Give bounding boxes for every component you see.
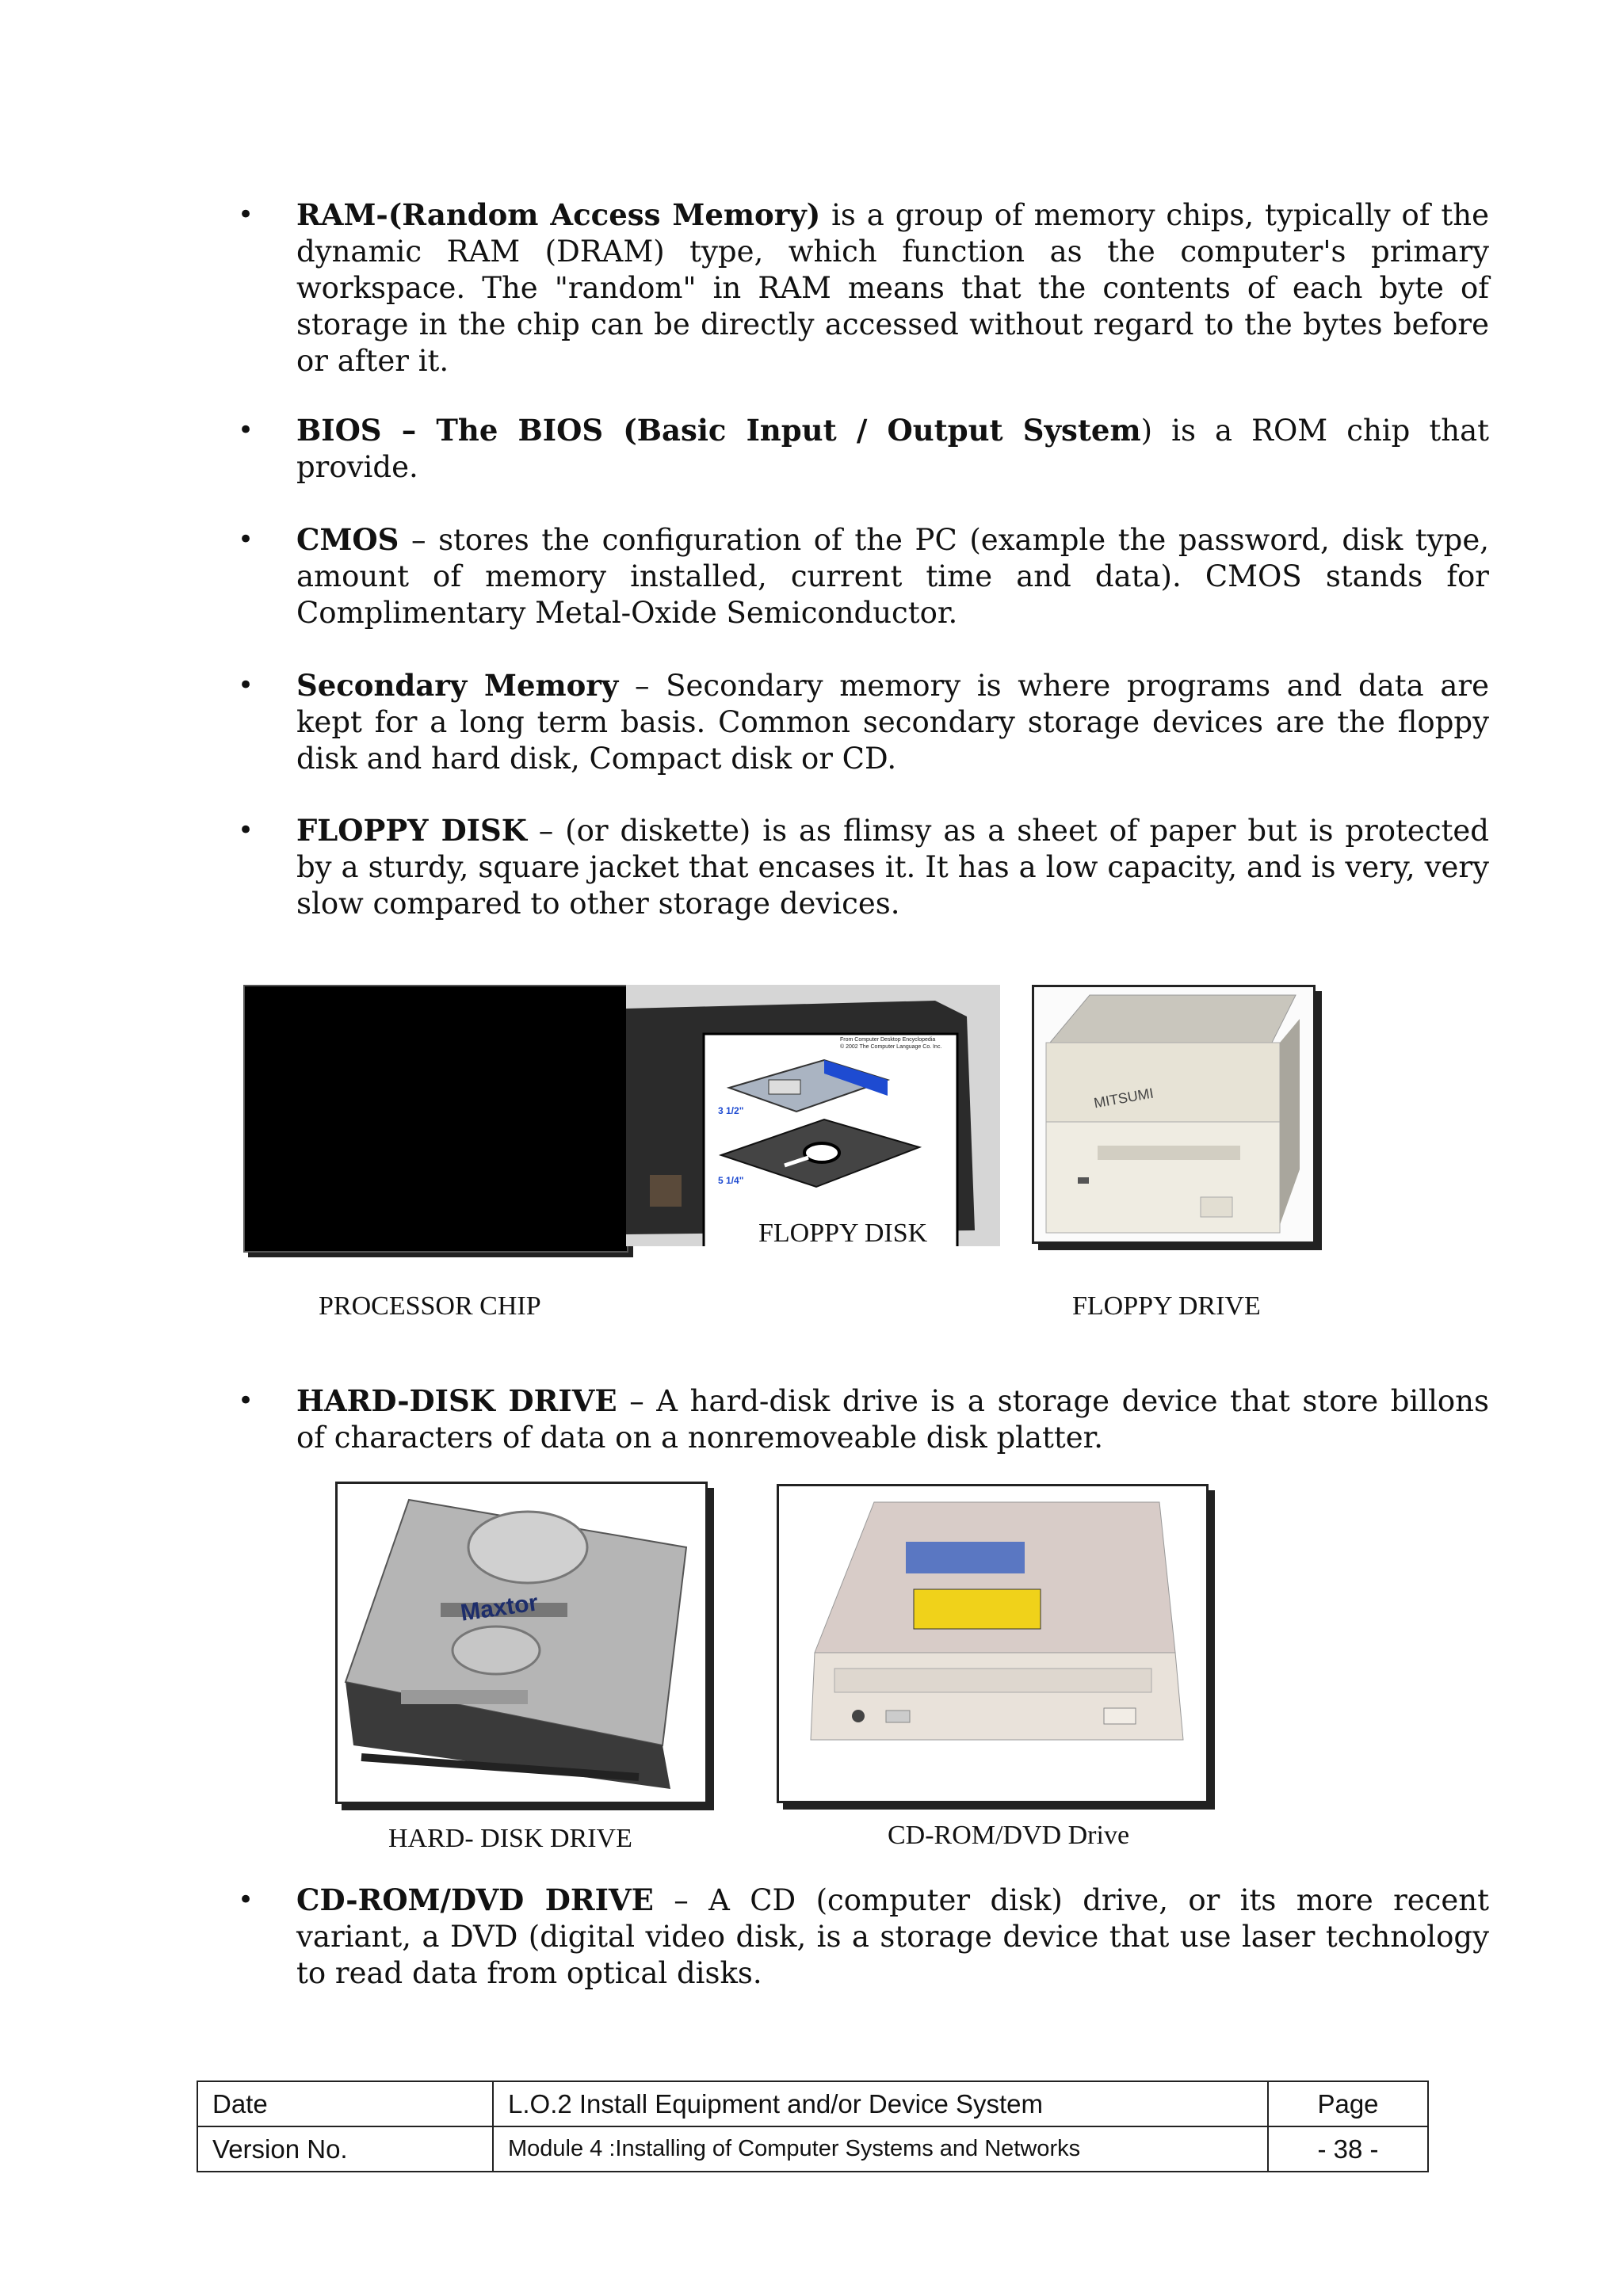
floppy-size-35-label: 3 1/2" xyxy=(718,1105,744,1116)
floppy-size-525-label: 5 1/4" xyxy=(718,1175,744,1186)
bullet-hard-disk-drive xyxy=(238,1383,1489,1456)
bullet-marker: • xyxy=(238,669,254,701)
ram-definition: is a group of memory chips, typically of the dynamic RAM (DRAM) type, which function as the computer's primary workspace. The "random" in RAM means that the contents of each byte of storage in the chip can be directly accessed without regard to the bytes before or after it. xyxy=(296,198,1489,378)
footer-date-label: Date xyxy=(197,2081,493,2126)
floppy-drive-brand-label: MITSUMI xyxy=(1092,1085,1155,1112)
caption-floppy-disk: FLOPPY DISK xyxy=(758,1219,928,1248)
bullet-marker: • xyxy=(238,414,254,446)
footer-table xyxy=(197,2081,1429,2172)
floppy-drive-illustration xyxy=(1034,987,1313,1241)
floppy-image-credit-line1: From Computer Desktop Encyclopedia xyxy=(840,1037,936,1043)
cmos-definition: – stores the configuration of the PC (example the password, disk type, amount of memory installed, current time and data). CMOS stands for Complimentary Metal-Oxide Semiconductor. xyxy=(296,523,1489,630)
ram-term: RAM-(Random Access Memory) xyxy=(296,197,821,232)
hard-disk-drive-definition: – A hard-disk drive is a storage device that store billons of characters of data on a nonremoveable disk platter. xyxy=(296,1384,1490,1455)
cdrom-drive-image xyxy=(777,1484,1209,1803)
bullet-marker: • xyxy=(238,814,254,846)
secondary-memory-definition: – Secondary memory is where programs and data are kept for a long term basis. Common secondary storage devices are the floppy disk and hard disk, Compact disk or CD. xyxy=(296,669,1489,776)
bullet-floppy-disk xyxy=(238,812,1489,922)
secondary-memory-term: Secondary Memory xyxy=(296,668,619,703)
caption-processor-chip: PROCESSOR CHIP xyxy=(319,1291,541,1321)
footer-page-number: - 38 - xyxy=(1268,2126,1428,2172)
bullet-marker: • xyxy=(238,1884,254,1916)
cmos-term: CMOS xyxy=(296,522,399,557)
floppy-disk-definition: – (or diskette) is as flimsy as a sheet of paper but is protected by a sturdy, square jacket that encases it. It has a low capacity, and is very, very slow compared to other storage devices. xyxy=(296,814,1489,921)
hard-disk-drive-term: HARD-DISK DRIVE xyxy=(296,1383,617,1418)
bullet-cdrom-dvd-drive xyxy=(238,1882,1489,1992)
cdrom-dvd-drive-definition: – A CD (computer disk) drive, or its more recent variant, a DVD (digital video disk, is a storage device that use laser technology to read data from optical disks. xyxy=(296,1883,1489,1990)
caption-cdrom-dvd-drive: CD-ROM/DVD Drive xyxy=(888,1821,1130,1850)
bullet-marker: • xyxy=(238,524,254,555)
hard-disk-illustration xyxy=(338,1484,705,1802)
floppy-disk-image xyxy=(626,985,1000,1246)
bullet-ram xyxy=(238,196,1489,379)
footer-row-2 xyxy=(197,2126,1428,2172)
footer-page-label: Page xyxy=(1268,2081,1428,2126)
bullet-marker: • xyxy=(238,199,254,231)
floppy-disk-term: FLOPPY DISK xyxy=(296,813,527,848)
processor-chip-image xyxy=(243,985,628,1253)
floppy-image-credit-line2: © 2002 The Computer Language Co. Inc. xyxy=(840,1044,942,1050)
bullet-marker: • xyxy=(238,1385,254,1417)
footer-lo-title: L.O.2 Install Equipment and/or Device System xyxy=(493,2081,1268,2126)
bios-term: BIOS – The BIOS (Basic Input / Output System xyxy=(296,413,1141,448)
cdrom-illustration xyxy=(779,1486,1206,1801)
cdrom-dvd-drive-term: CD-ROM/DVD DRIVE xyxy=(296,1882,654,1917)
footer-version-label: Version No. xyxy=(197,2126,493,2172)
bullet-cmos xyxy=(238,521,1489,631)
caption-hard-disk-drive: HARD- DISK DRIVE xyxy=(388,1824,632,1853)
caption-floppy-drive: FLOPPY DRIVE xyxy=(1072,1291,1261,1321)
bullet-bios xyxy=(238,412,1489,486)
bios-definition: ) is a ROM chip that provide. xyxy=(296,414,1489,484)
hdd-brand-label: Maxtor xyxy=(459,1589,540,1627)
hard-disk-drive-image xyxy=(335,1482,708,1804)
floppy-disk-illustration xyxy=(626,985,1000,1246)
floppy-drive-image xyxy=(1032,985,1316,1244)
footer-row-1 xyxy=(197,2081,1428,2126)
footer-module-title: Module 4 :Installing of Computer Systems and Networks xyxy=(493,2126,1268,2172)
bullet-secondary-memory xyxy=(238,667,1489,777)
